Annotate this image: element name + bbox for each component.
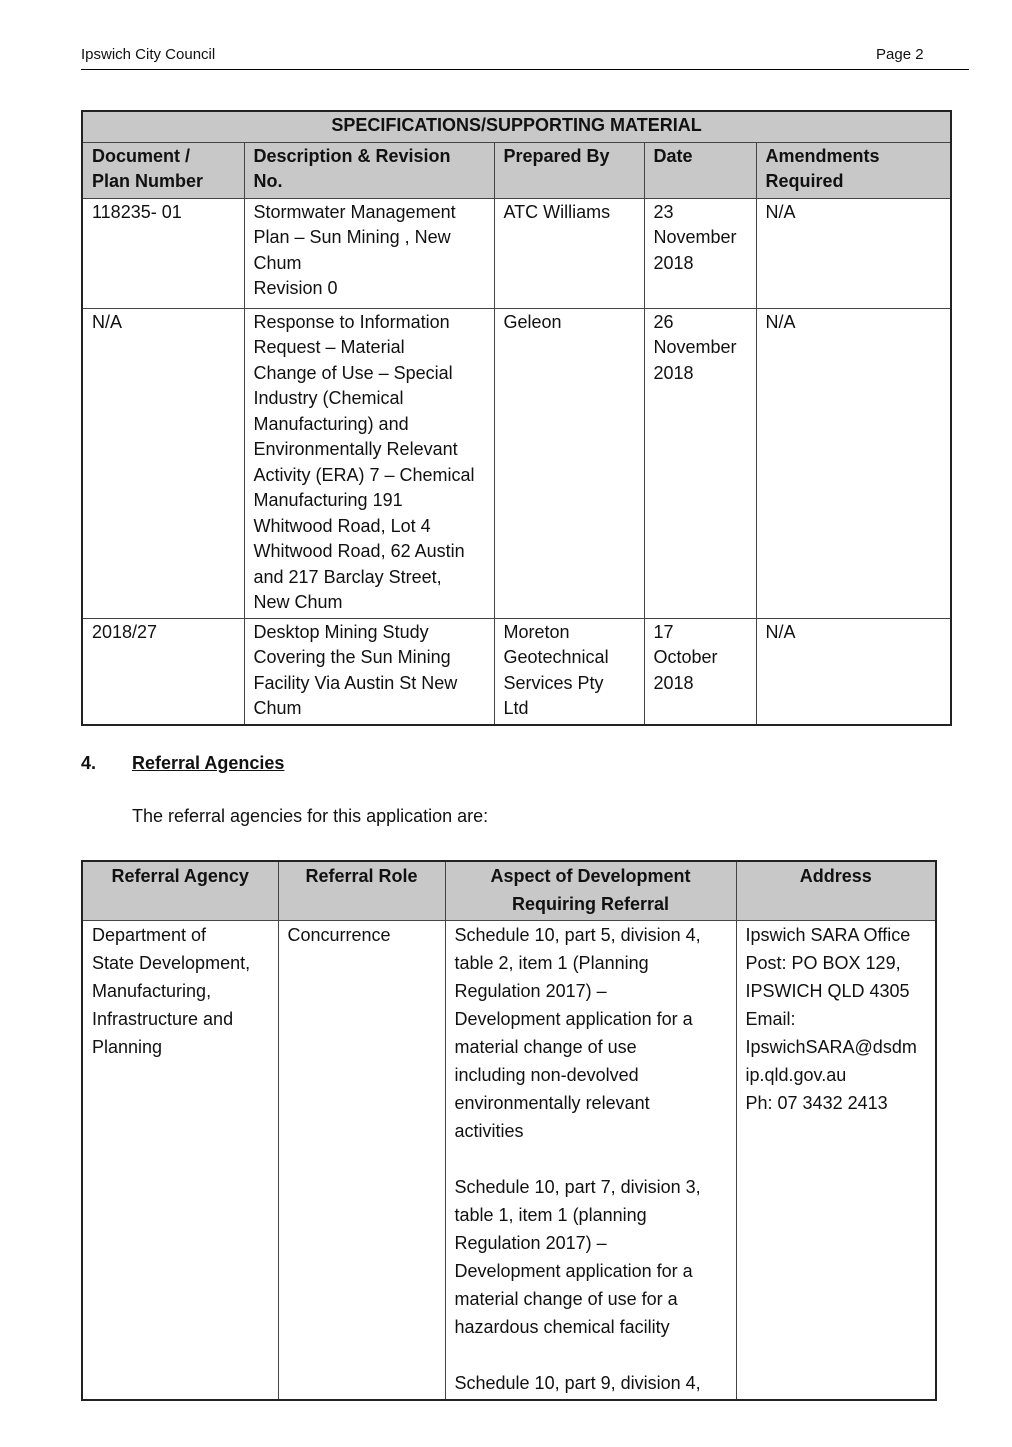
spec-cell-prepared-by: Geleon xyxy=(494,308,644,618)
referral-cell-aspect: Schedule 10, part 5, division 4, table 2, item 1 (Planning Regulation 2017) – Development application for a material change of use including non-devolved environmentally relevant activities Schedule 10, part 7, division 3, table 1, item 1 (planning Regulation 2017) – Development application for a material change of use for a hazardous chemical facility Schedule 10, part 9, division 4, xyxy=(445,921,736,1401)
spec-table-title: SPECIFICATIONS/SUPPORTING MATERIAL xyxy=(82,111,951,142)
referral-cell-agency: Department of State Development, Manufacturing, Infrastructure and Planning xyxy=(82,921,278,1401)
table-row xyxy=(82,618,951,725)
spec-cell-amendments: N/A xyxy=(756,308,951,618)
specifications-table xyxy=(81,110,952,726)
spec-col-header: Document / Plan Number xyxy=(82,142,244,198)
referral-cell-role: Concurrence xyxy=(278,921,445,1401)
table-row xyxy=(82,921,936,1401)
table-row xyxy=(82,198,951,308)
spec-col-header: Date xyxy=(644,142,756,198)
referral-agencies-table xyxy=(81,860,937,1401)
table-row xyxy=(82,308,951,618)
spec-cell-date: 23 November 2018 xyxy=(644,198,756,308)
spec-cell-prepared-by: ATC Williams xyxy=(494,198,644,308)
spec-cell-document: 2018/27 xyxy=(82,618,244,725)
referral-col-header: Address xyxy=(736,861,936,921)
header-rule xyxy=(81,69,969,70)
spec-cell-document: N/A xyxy=(82,308,244,618)
section-number: 4. xyxy=(81,753,97,773)
spec-cell-amendments: N/A xyxy=(756,618,951,725)
section-intro-text: The referral agencies for this application are: xyxy=(132,806,489,826)
section-title: Referral Agencies xyxy=(132,753,285,773)
spec-cell-date: 26 November 2018 xyxy=(644,308,756,618)
referral-col-header: Referral Role xyxy=(278,861,445,921)
spec-cell-description: Desktop Mining Study Covering the Sun Mining Facility Via Austin St New Chum xyxy=(244,618,494,725)
spec-cell-document: 118235- 01 xyxy=(82,198,244,308)
referral-cell-address: Ipswich SARA Office Post: PO BOX 129, IPSWICH QLD 4305 Email: IpswichSARA@dsdm ip.qld.gov.au Ph: 07 3432 2413 xyxy=(736,921,936,1401)
header-council-name: Ipswich City Council xyxy=(81,46,216,63)
spec-col-header: Amendments Required xyxy=(756,142,951,198)
header-page-number: Page 2 xyxy=(876,46,924,63)
spec-cell-description: Response to Information Request – Material Change of Use – Special Industry (Chemical Manufacturing) and Environmentally Relevant Activity (ERA) 7 – Chemical Manufacturing 191 Whitwood Road, Lot 4 Whitwood Road, 62 Austin and 217 Barclay Street, New Chum xyxy=(244,308,494,618)
spec-col-header: Description & Revision No. xyxy=(244,142,494,198)
referral-col-header: Aspect of Development Requiring Referral xyxy=(445,861,736,921)
spec-col-header: Prepared By xyxy=(494,142,644,198)
spec-cell-description: Stormwater Management Plan – Sun Mining , New Chum Revision 0 xyxy=(244,198,494,308)
spec-cell-prepared-by: Moreton Geotechnical Services Pty Ltd xyxy=(494,618,644,725)
referral-col-header: Referral Agency xyxy=(82,861,278,921)
spec-cell-amendments: N/A xyxy=(756,198,951,308)
spec-cell-date: 17 October 2018 xyxy=(644,618,756,725)
